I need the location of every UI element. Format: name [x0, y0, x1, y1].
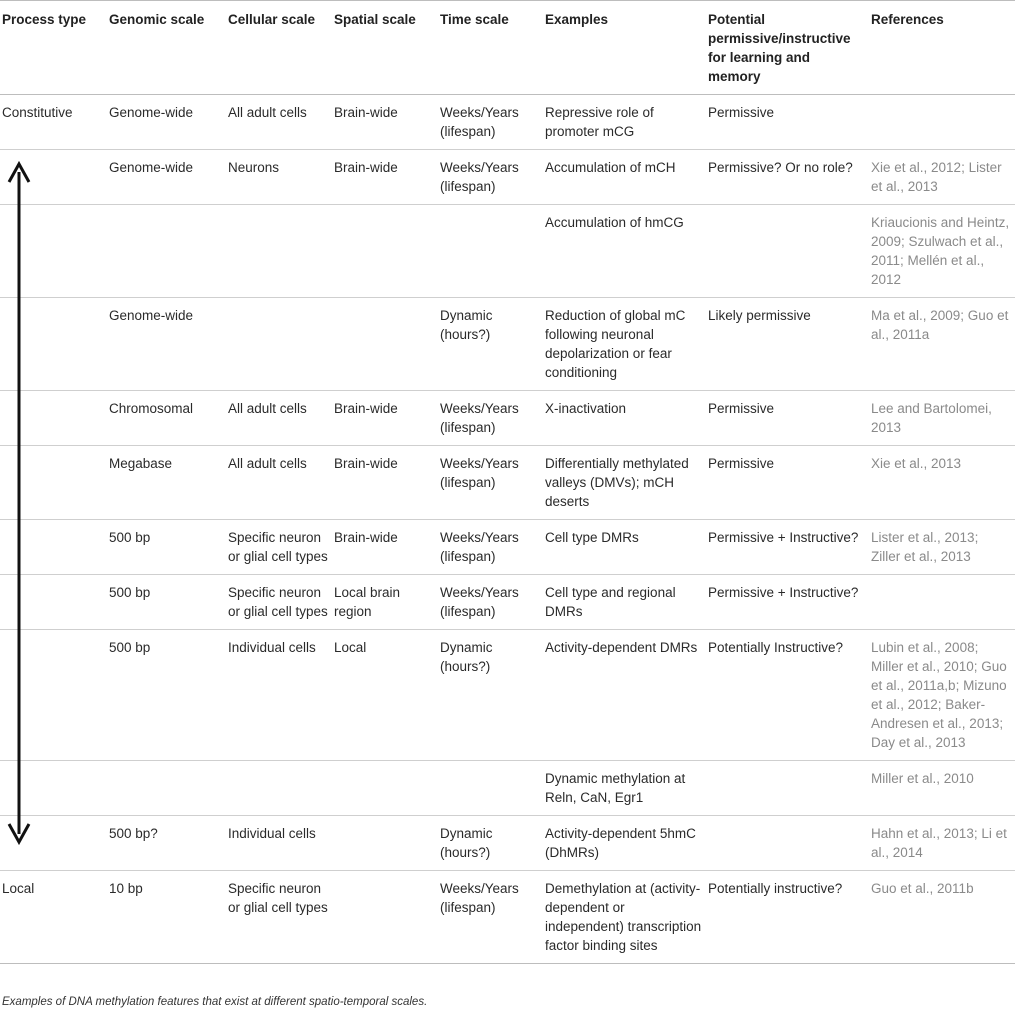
table-cell — [0, 205, 107, 298]
table-cell: Local — [0, 871, 107, 964]
table-row — [0, 205, 1015, 298]
column-header: Genomic scale — [107, 1, 226, 95]
table-cell — [706, 816, 869, 871]
table-cell — [869, 575, 1015, 630]
table-cell — [0, 150, 107, 205]
table-cell — [226, 205, 332, 298]
table-cell: Xie et al., 2013 — [869, 446, 1015, 520]
table-cell: X-inactivation — [543, 391, 706, 446]
table-cell — [107, 761, 226, 816]
column-header: Cellular scale — [226, 1, 332, 95]
table-cell: Dynamic (hours?) — [438, 630, 543, 761]
table-cell: Accumulation of mCH — [543, 150, 706, 205]
table-row — [0, 150, 1015, 205]
table-cell: Permissive + Instructive? — [706, 575, 869, 630]
table-cell: Ma et al., 2009; Guo et al., 2011a — [869, 298, 1015, 391]
table-cell: Hahn et al., 2013; Li et al., 2014 — [869, 816, 1015, 871]
table-row — [0, 575, 1015, 630]
table-cell — [706, 205, 869, 298]
table-cell: Xie et al., 2012; Lister et al., 2013 — [869, 150, 1015, 205]
table-cell: Weeks/Years (lifespan) — [438, 150, 543, 205]
table-cell: Weeks/Years (lifespan) — [438, 446, 543, 520]
table-cell: Permissive + Instructive? — [706, 520, 869, 575]
table-cell: Lubin et al., 2008; Miller et al., 2010; Guo et al., 2011a,b; Mizuno et al., 2012; Baker-Andresen et al., 2013; Day et al., 2013 — [869, 630, 1015, 761]
table-row — [0, 816, 1015, 871]
table-cell: Specific neuron or glial cell types — [226, 575, 332, 630]
table-cell: Dynamic methylation at Reln, CaN, Egr1 — [543, 761, 706, 816]
table-cell: All adult cells — [226, 391, 332, 446]
table-row — [0, 761, 1015, 816]
table-cell: Individual cells — [226, 630, 332, 761]
table-cell — [0, 630, 107, 761]
column-header: Process type — [0, 1, 107, 95]
table-cell — [0, 520, 107, 575]
table-cell: Neurons — [226, 150, 332, 205]
table-row — [0, 391, 1015, 446]
table-cell: Genome-wide — [107, 95, 226, 150]
table-cell: 500 bp? — [107, 816, 226, 871]
table-cell: Miller et al., 2010 — [869, 761, 1015, 816]
column-header: References — [869, 1, 1015, 95]
table-cell — [0, 575, 107, 630]
table-cell — [107, 205, 226, 298]
table-cell: Cell type DMRs — [543, 520, 706, 575]
table-cell: Brain-wide — [332, 520, 438, 575]
table-cell: Megabase — [107, 446, 226, 520]
table-cell: Genome-wide — [107, 298, 226, 391]
table-cell: Potentially instructive? — [706, 871, 869, 964]
table-cell: Local brain region — [332, 575, 438, 630]
column-header: Potential permissive/instructive for learning and memory — [706, 1, 869, 95]
table-cell: Weeks/Years (lifespan) — [438, 871, 543, 964]
table-cell: Permissive — [706, 446, 869, 520]
table-cell: 500 bp — [107, 575, 226, 630]
table-cell — [332, 761, 438, 816]
table-row — [0, 446, 1015, 520]
table-cell: Constitutive — [0, 95, 107, 150]
table-cell — [0, 298, 107, 391]
table-row — [0, 520, 1015, 575]
table-cell: Cell type and regional DMRs — [543, 575, 706, 630]
table-cell — [0, 816, 107, 871]
table-cell: Activity-dependent 5hmC (DhMRs) — [543, 816, 706, 871]
table-cell: Weeks/Years (lifespan) — [438, 391, 543, 446]
column-header: Time scale — [438, 1, 543, 95]
table-cell — [438, 205, 543, 298]
table-cell — [226, 298, 332, 391]
table-cell — [332, 816, 438, 871]
table-row — [0, 630, 1015, 761]
table-cell — [706, 761, 869, 816]
table-body — [0, 95, 1015, 964]
table-cell: Weeks/Years (lifespan) — [438, 575, 543, 630]
table-cell: Weeks/Years (lifespan) — [438, 520, 543, 575]
table-cell: Brain-wide — [332, 95, 438, 150]
table-cell: Accumulation of hmCG — [543, 205, 706, 298]
table-cell: Individual cells — [226, 816, 332, 871]
table-row — [0, 95, 1015, 150]
table-cell: Demethylation at (activity-dependent or independent) transcription factor binding sites — [543, 871, 706, 964]
table-cell: 10 bp — [107, 871, 226, 964]
table-caption: Examples of DNA methylation features that exist at different spatio-temporal scales. — [2, 996, 428, 1008]
table-cell: Brain-wide — [332, 446, 438, 520]
table-cell: Dynamic (hours?) — [438, 298, 543, 391]
table-cell — [0, 446, 107, 520]
column-header: Spatial scale — [332, 1, 438, 95]
table-cell: Genome-wide — [107, 150, 226, 205]
table-cell: Potentially Instructive? — [706, 630, 869, 761]
table-cell — [332, 205, 438, 298]
table-cell — [332, 871, 438, 964]
table-cell: Guo et al., 2011b — [869, 871, 1015, 964]
table-cell: Kriaucionis and Heintz, 2009; Szulwach et al., 2011; Mellén et al., 2012 — [869, 205, 1015, 298]
column-header: Examples — [543, 1, 706, 95]
table-cell — [0, 391, 107, 446]
table-cell — [438, 761, 543, 816]
table-cell: Lister et al., 2013; Ziller et al., 2013 — [869, 520, 1015, 575]
table-cell — [226, 761, 332, 816]
table-cell — [332, 298, 438, 391]
table-cell: Brain-wide — [332, 391, 438, 446]
table-cell: All adult cells — [226, 95, 332, 150]
header-row — [0, 1, 1015, 95]
table-cell: All adult cells — [226, 446, 332, 520]
table-cell: Local — [332, 630, 438, 761]
table-cell: Specific neuron or glial cell types — [226, 871, 332, 964]
table-cell: 500 bp — [107, 630, 226, 761]
table-cell: Weeks/Years (lifespan) — [438, 95, 543, 150]
table-cell: Permissive? Or no role? — [706, 150, 869, 205]
table-cell: Brain-wide — [332, 150, 438, 205]
table-cell: Permissive — [706, 95, 869, 150]
table-cell: Dynamic (hours?) — [438, 816, 543, 871]
table-row — [0, 298, 1015, 391]
table-row — [0, 871, 1015, 964]
table-cell: Specific neuron or glial cell types — [226, 520, 332, 575]
table-cell — [0, 761, 107, 816]
table-cell — [869, 95, 1015, 150]
table-cell: Repressive role of promoter mCG — [543, 95, 706, 150]
table-cell: Likely permissive — [706, 298, 869, 391]
table-cell: Activity-dependent DMRs — [543, 630, 706, 761]
table-cell: 500 bp — [107, 520, 226, 575]
table-cell: Reduction of global mC following neuronal depolarization or fear conditioning — [543, 298, 706, 391]
table-cell: Lee and Bartolomei, 2013 — [869, 391, 1015, 446]
table-cell: Chromosomal — [107, 391, 226, 446]
table-cell: Permissive — [706, 391, 869, 446]
table-cell: Differentially methylated valleys (DMVs); mCH deserts — [543, 446, 706, 520]
